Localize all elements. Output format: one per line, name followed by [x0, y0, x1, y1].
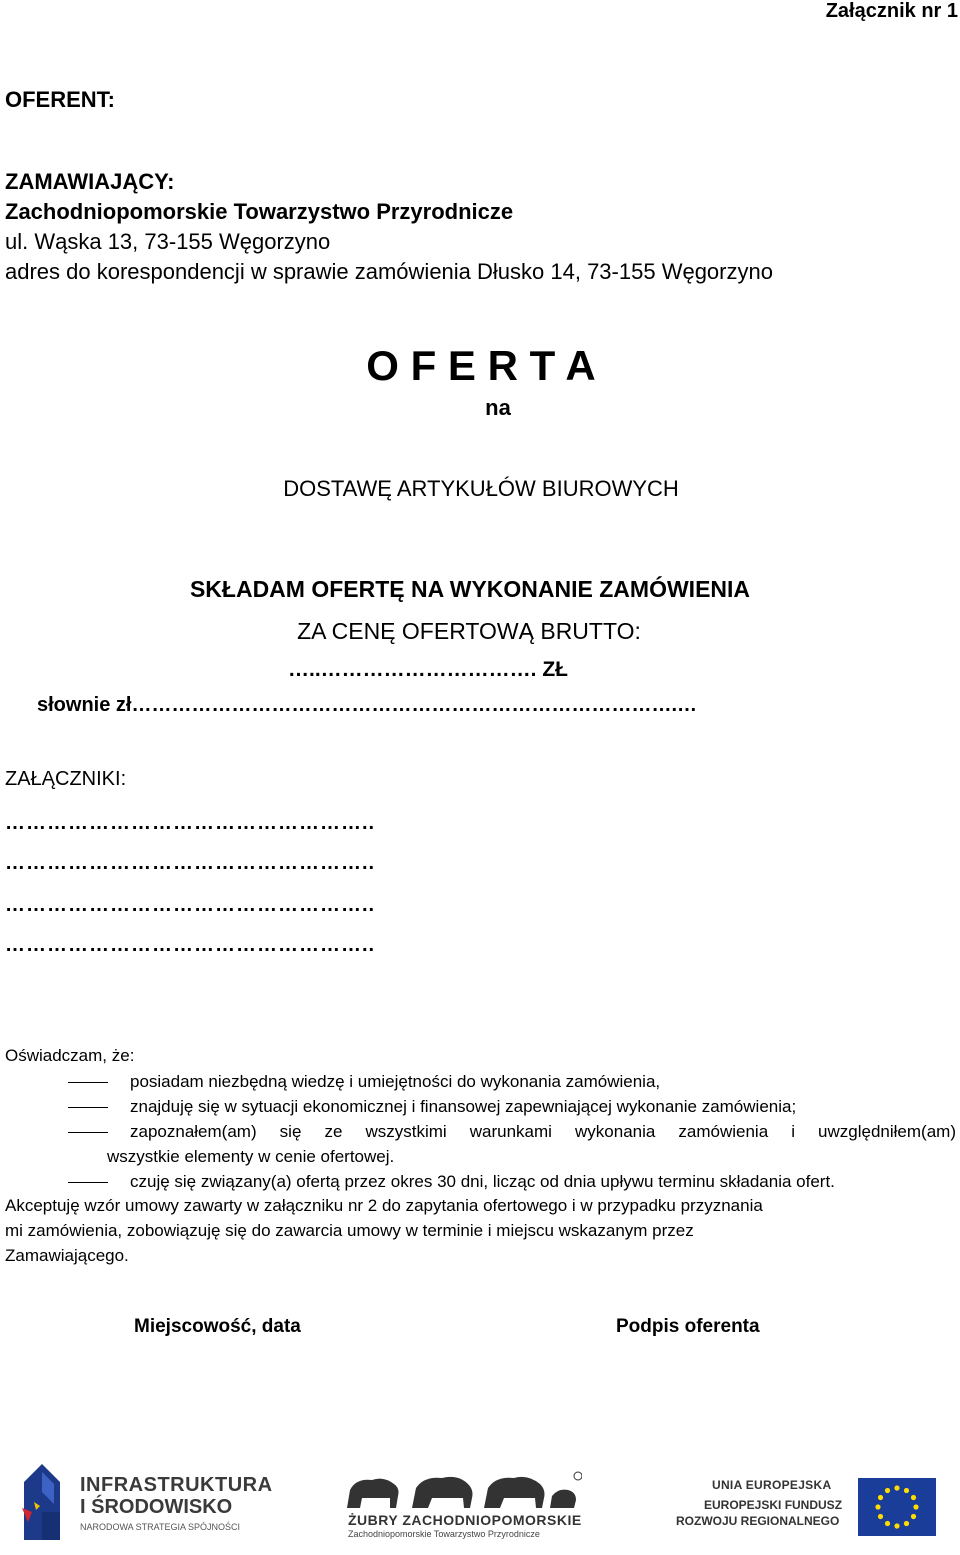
- offer-title-sub: na: [485, 395, 511, 420]
- offer-statement: SKŁADAM OFERTĘ NA WYKONANIE ZAMÓWIENIA: [189, 576, 751, 602]
- infrastruktura-caption: NARODOWA STRATEGIA SPÓJNOŚCI: [80, 1522, 241, 1532]
- zamawiajacy-address: ul. Wąska 13, 73-155 Węgorzyno: [5, 229, 331, 254]
- attachment-line: ……………………………………………..: [5, 852, 376, 874]
- offer-price-words: słownie zł……………………………………………………………………….…: [37, 694, 698, 716]
- eu-flag-icon: [858, 1478, 936, 1536]
- declaration-item: posiadam niezbędną wiedzę i umiejętności do wykonania zamówienia,: [68, 1070, 660, 1094]
- offer-title: O F E R T A: [366, 342, 596, 389]
- correspondence-address: adres do korespondencji w sprawie zamówienia Dłusko 14, 73-155 Węgorzyno: [5, 259, 773, 284]
- eu-fund-line: ROZWOJU REGIONALNEGO: [676, 1514, 840, 1528]
- dash-bullet: [68, 1182, 108, 1183]
- place-date-label: Miejscowość, data: [134, 1316, 301, 1337]
- infrastruktura-logo: [16, 1462, 273, 1542]
- attachments-label: ZAŁĄCZNIKI:: [5, 768, 127, 790]
- zubry-title: ŻUBRY ZACHODNIOPOMORSKIE: [348, 1512, 582, 1528]
- bison-silhouettes-icon: [342, 1470, 582, 1512]
- acceptance-text: Akceptuję wzór umowy zawarty w załączniku nr 2 do zapytania ofertowego i w przypadku przyznania: [5, 1196, 763, 1215]
- infrastruktura-emblem-icon: [16, 1462, 68, 1542]
- acceptance-text: Zamawiającego.: [5, 1246, 129, 1265]
- eu-fund-line: EUROPEJSKI FUNDUSZ: [704, 1498, 843, 1512]
- attachment-line: ……………………………………………..: [5, 934, 376, 956]
- offer-price-amount: …..…………………………. ZŁ: [288, 658, 568, 681]
- zamawiajacy-name: Zachodniopomorskie Towarzystwo Przyrodnicze: [5, 199, 514, 224]
- declaration-item: czuję się związany(a) ofertą przez okres 30 dni, licząc od dnia upływu terminu składania ofert.: [68, 1170, 835, 1194]
- zubry-caption: Zachodniopomorskie Towarzystwo Przyrodnicze: [348, 1529, 540, 1539]
- zubry-logo: [340, 1470, 590, 1542]
- zamawiajacy-label: ZAMAWIAJĄCY:: [5, 169, 175, 194]
- declaration-item-continued: wszystkie elementy w cenie ofertowej.: [107, 1147, 395, 1166]
- oferent-label: OFERENT:: [5, 87, 115, 112]
- offer-subject: DOSTAWĘ ARTYKUŁÓW BIUROWYCH: [283, 476, 679, 501]
- offer-price-label: ZA CENĘ OFERTOWĄ BRUTTO:: [297, 618, 641, 644]
- infrastruktura-title: INFRASTRUKTURA: [80, 1474, 273, 1496]
- attachment-number: Załącznik nr 1: [825, 0, 958, 22]
- declaration-item: znajduję się w sytuacji ekonomicznej i finansowej zapewniającej wykonanie zamówienia;: [68, 1095, 796, 1119]
- signature-label: Podpis oferenta: [616, 1316, 760, 1337]
- infrastruktura-subtitle: I ŚRODOWISKO: [80, 1496, 233, 1518]
- attachment-line: ……………………………………………..: [5, 894, 376, 916]
- eu-logo: [676, 1478, 938, 1544]
- attachment-line: ……………………………………………..: [5, 812, 376, 834]
- declaration-intro: Oświadczam, że:: [5, 1046, 135, 1065]
- dash-bullet: [68, 1132, 108, 1133]
- eu-title: UNIA EUROPEJSKA: [712, 1478, 832, 1492]
- declaration-item: zapoznałem(am) się ze wszystkimi warunkami wykonania zamówienia i uwzględniłem(am): [68, 1120, 956, 1144]
- dash-bullet: [68, 1107, 108, 1108]
- dash-bullet: [68, 1082, 108, 1083]
- acceptance-text: mi zamówienia, zobowiązuję się do zawarcia umowy w terminie i miejscu wskazanym przez: [5, 1221, 694, 1240]
